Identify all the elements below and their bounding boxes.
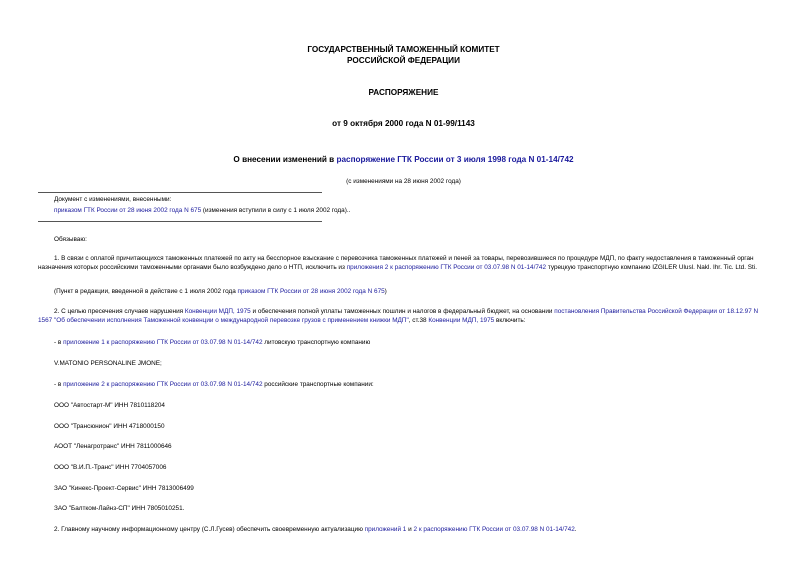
document-subject xyxy=(0,154,807,165)
tir-convention-link[interactable]: Конвенции МДП, 1975 xyxy=(184,308,251,315)
changes-line-1: Документ с изменениями, внесенными: xyxy=(54,196,172,203)
ru-suffix: российские транспортные компании: xyxy=(262,381,374,388)
p2-part-d: включить: xyxy=(494,316,526,324)
lithuanian-company-intro xyxy=(54,339,370,348)
lit-suffix: литовскую транспортную компанию xyxy=(262,339,371,346)
p2-part-a: 2. С целью пресечения случаев нарушения xyxy=(54,308,185,315)
p1-note-link[interactable]: приказом ГТК России от 28 июня 2002 года N 675 xyxy=(237,288,385,295)
paragraph-1 xyxy=(38,255,768,273)
paragraph-2 xyxy=(38,308,768,326)
p1-note-prefix: (Пункт в редакции, введенной в действие с 1 июля 2002 года xyxy=(54,288,238,295)
p3-mid: и xyxy=(406,526,414,533)
russian-companies-intro xyxy=(54,381,374,390)
appendix-2-link[interactable]: приложение 2 к распоряжению ГТК России от 03.07.98 N 01-14/742 xyxy=(63,381,263,388)
divider-top xyxy=(38,192,322,193)
company-item: АООТ "Ленагротранс" ИНН 7811000646 xyxy=(54,443,172,450)
changes-order-link[interactable]: приказом ГТК России от 28 июня 2002 года N 675 xyxy=(54,207,202,214)
subject-prefix: О внесении изменений в xyxy=(233,155,337,164)
changes-line-2-tail: (изменения вступили в силу с 1 июля 2002 года).. xyxy=(201,207,351,214)
p2-part-b: и обеспечения полной уплаты таможенных пошлин и налогов в федеральный бюджет, на основании xyxy=(250,308,555,315)
company-item: ООО "Трансюнион" ИНН 4718000150 xyxy=(54,423,165,430)
obligation-heading: Обязываю: xyxy=(54,236,87,243)
p1-appendix-link[interactable]: приложения 2 к распоряжению ГТК России от 03.07.98 N 01-14/742 xyxy=(346,263,547,271)
company-item: ООО "Автостарт-М" ИНН 7810118204 xyxy=(54,402,165,409)
p2-part-c: , ст.38 xyxy=(408,316,429,324)
appendices-1-link[interactable]: приложений 1 xyxy=(364,526,407,533)
divider-bottom xyxy=(38,221,322,222)
appendix-1-link[interactable]: приложение 1 к распоряжению ГТК России от 03.07.98 N 01-14/742 xyxy=(63,339,263,346)
paragraph-3 xyxy=(54,526,577,535)
changes-line-2 xyxy=(54,207,350,216)
p1-tail: турецкую транспортную компанию IZGILER Ulusl. Nakl. Ihr. Tic. Ltd. Sti. xyxy=(546,263,758,271)
p3-suffix: . xyxy=(574,526,577,533)
subject-link[interactable]: распоряжение ГТК России от 3 июля 1998 года N 01-14/742 xyxy=(336,155,574,164)
amended-note: (с изменениями на 28 июня 2002 года) xyxy=(346,178,461,185)
ru-prefix: - в xyxy=(54,381,64,388)
lithuanian-company: V.MATONIO PERSONALINE JMONE; xyxy=(54,360,162,367)
agency-line-2: РОССИЙСКОЙ ФЕДЕРАЦИИ xyxy=(347,56,460,65)
appendix-2-order-link[interactable]: 2 к распоряжению ГТК России от 03.07.98 N 01-14/742 xyxy=(413,526,575,533)
government-resolution-link[interactable]: постановления Правительства Российской Федерации от 18.12.97 N 1567 "Об обеспечении исполнения Таможенной конвенции о международной перевозке грузов с применением книжки МДП" xyxy=(38,308,759,324)
p1-edit-note xyxy=(54,288,387,297)
lit-prefix: - в xyxy=(54,339,64,346)
agency-line-1: ГОСУДАРСТВЕННЫЙ ТАМОЖЕННЫЙ КОМИТЕТ xyxy=(307,45,500,54)
p1-text: 1. В связи с оплатой причитающихся таможенных платежей по акту на бесспорное взыскание с перевозчика таможенных платежей и пеней за товары, перевозившиеся по процедуре МДП, по факту недоставления в таможенный орган назначения которых российскими таможенными органами было возбуждено дело о НТП, исключить из xyxy=(38,255,754,271)
tir-convention-link-2[interactable]: Конвенции МДП, 1975 xyxy=(428,316,495,324)
p3-prefix: 2. Главному научному информационному центру (С.Л.Гусев) обеспечить своевременную актуализацию xyxy=(54,526,365,533)
company-item: ООО "В.И.П.-Транс" ИНН 7704057006 xyxy=(54,464,167,471)
company-item: ЗАО "Балтком-Лайнз-СП" ИНН 7805010251. xyxy=(54,505,185,512)
document-date: от 9 октября 2000 года N 01-99/1143 xyxy=(332,119,475,128)
p1-note-suffix: ) xyxy=(384,288,387,295)
document-type: РАСПОРЯЖЕНИЕ xyxy=(368,88,439,97)
company-item: ЗАО "Кинекс-Проект-Сервис" ИНН 7813006499 xyxy=(54,485,194,492)
